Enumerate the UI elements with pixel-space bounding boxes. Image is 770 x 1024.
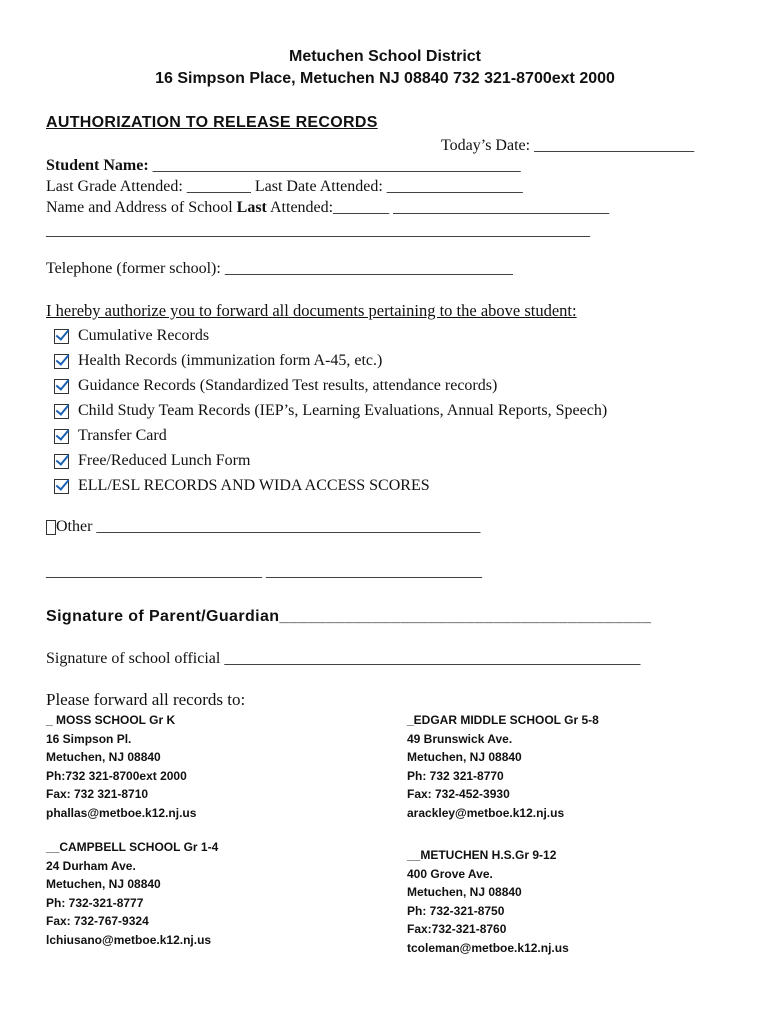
school-street: 49 Brunswick Ave. (407, 731, 513, 746)
school-fax: Fax: 732 321-8710 (46, 787, 149, 801)
record-label: Free/Reduced Lunch Form (78, 452, 251, 469)
school-city: Metuchen, NJ 08840 (407, 885, 522, 899)
telephone-field[interactable]: Telephone (former school): ____________________________________ (46, 260, 513, 277)
checkbox-checked-icon[interactable] (54, 379, 69, 394)
district-name: Metuchen School District (288, 48, 482, 65)
last-school-label-post: Attended:_______ ___________________________ (266, 199, 610, 216)
district-address: 16 Simpson Place, Metuchen NJ 08840 732 321-8700ext 2000 (155, 70, 615, 87)
checkbox-checked-icon[interactable] (54, 354, 69, 369)
last-school-label-bold: Last (236, 199, 267, 216)
school-phone: Ph: 732-321-8777 (46, 895, 144, 910)
school-block-campbell (46, 838, 218, 949)
school-email[interactable]: arackley@metboe.k12.nj.us (407, 805, 565, 820)
school-street: 400 Grove Ave. (407, 866, 493, 881)
record-item-child-study[interactable] (54, 402, 607, 420)
school-email[interactable]: tcoleman@metboe.k12.nj.us (407, 940, 569, 955)
record-item-cumulative[interactable] (54, 327, 209, 345)
checkbox-checked-icon[interactable] (54, 404, 69, 419)
last-school-field[interactable] (46, 199, 609, 217)
school-fax: Fax:732-321-8760 (407, 922, 507, 936)
other-continuation-line[interactable]: ___________________________ ___________________________ (46, 563, 482, 580)
address-continuation-line[interactable]: ____________________________________________________________________ (46, 222, 590, 239)
school-email[interactable]: phallas@metboe.k12.nj.us (46, 805, 197, 820)
checkbox-checked-icon[interactable] (54, 454, 69, 469)
school-phone: Ph: 732-321-8750 (407, 903, 505, 918)
record-label: Guidance Records (Standardized Test results, attendance records) (78, 377, 498, 394)
authorization-statement: I hereby authorize you to forward all documents pertaining to the above student: (46, 301, 577, 320)
record-label: ELL/ESL RECORDS AND WIDA ACCESS SCORES (78, 477, 430, 494)
record-item-health[interactable] (54, 352, 382, 370)
form-title: AUTHORIZATION TO RELEASE RECORDS (46, 114, 378, 131)
checkbox-checked-icon[interactable] (54, 429, 69, 444)
missing-glyph-icon (46, 520, 56, 535)
last-grade-date-field[interactable]: Last Grade Attended: ________ Last Date Attended: _________________ (46, 178, 523, 195)
todays-date-field[interactable]: Today’s Date: ____________________ (441, 137, 695, 154)
record-item-transfer-card[interactable] (54, 427, 167, 445)
other-label: Other ________________________________________________ (56, 518, 481, 535)
school-city: Metuchen, NJ 08840 (46, 877, 161, 891)
school-block-moss (46, 711, 196, 822)
school-city: Metuchen, NJ 08840 (407, 750, 522, 764)
record-label: Cumulative Records (78, 327, 210, 344)
school-name: __CAMPBELL SCHOOL Gr 1-4 (46, 840, 219, 854)
school-name: _EDGAR MIDDLE SCHOOL Gr 5-8 (407, 713, 599, 727)
record-item-lunch-form[interactable] (54, 452, 250, 470)
school-name: __METUCHEN H.S.Gr 9-12 (407, 848, 557, 862)
school-city: Metuchen, NJ 08840 (46, 750, 161, 764)
school-fax: Fax: 732-767-9324 (46, 914, 149, 928)
checkbox-checked-icon[interactable] (54, 329, 69, 344)
school-name: _ MOSS SCHOOL Gr K (46, 713, 176, 727)
school-street: 16 Simpson Pl. (46, 731, 132, 746)
school-street: 24 Durham Ave. (46, 858, 136, 873)
record-item-ell-esl[interactable] (54, 477, 430, 495)
parent-signature-field[interactable]: Signature of Parent/Guardian________________________________________ (46, 608, 652, 625)
school-email[interactable]: lchiusano@metboe.k12.nj.us (46, 932, 212, 947)
student-name-label: Student Name: (46, 157, 149, 174)
official-signature-field[interactable]: Signature of school official ____________________________________________________ (46, 650, 641, 667)
forward-label: Please forward all records to: (46, 690, 246, 709)
checkbox-checked-icon[interactable] (54, 479, 69, 494)
school-block-metuchen-hs (407, 846, 569, 957)
school-phone: Ph: 732 321-8770 (407, 768, 504, 783)
record-label: Health Records (immunization form A-45, etc.) (78, 352, 383, 369)
school-phone: Ph:732 321-8700ext 2000 (46, 768, 187, 783)
record-label: Child Study Team Records (IEP’s, Learning Evaluations, Annual Reports, Speech) (78, 402, 608, 419)
record-label: Transfer Card (78, 427, 167, 444)
school-block-edgar (407, 711, 599, 822)
other-field[interactable] (46, 518, 480, 536)
last-school-label-pre: Name and Address of School (46, 199, 237, 216)
student-name-field[interactable] (46, 157, 521, 175)
record-item-guidance[interactable] (54, 377, 497, 395)
school-fax: Fax: 732-452-3930 (407, 787, 510, 801)
student-name-line: ______________________________________________ (148, 157, 521, 174)
